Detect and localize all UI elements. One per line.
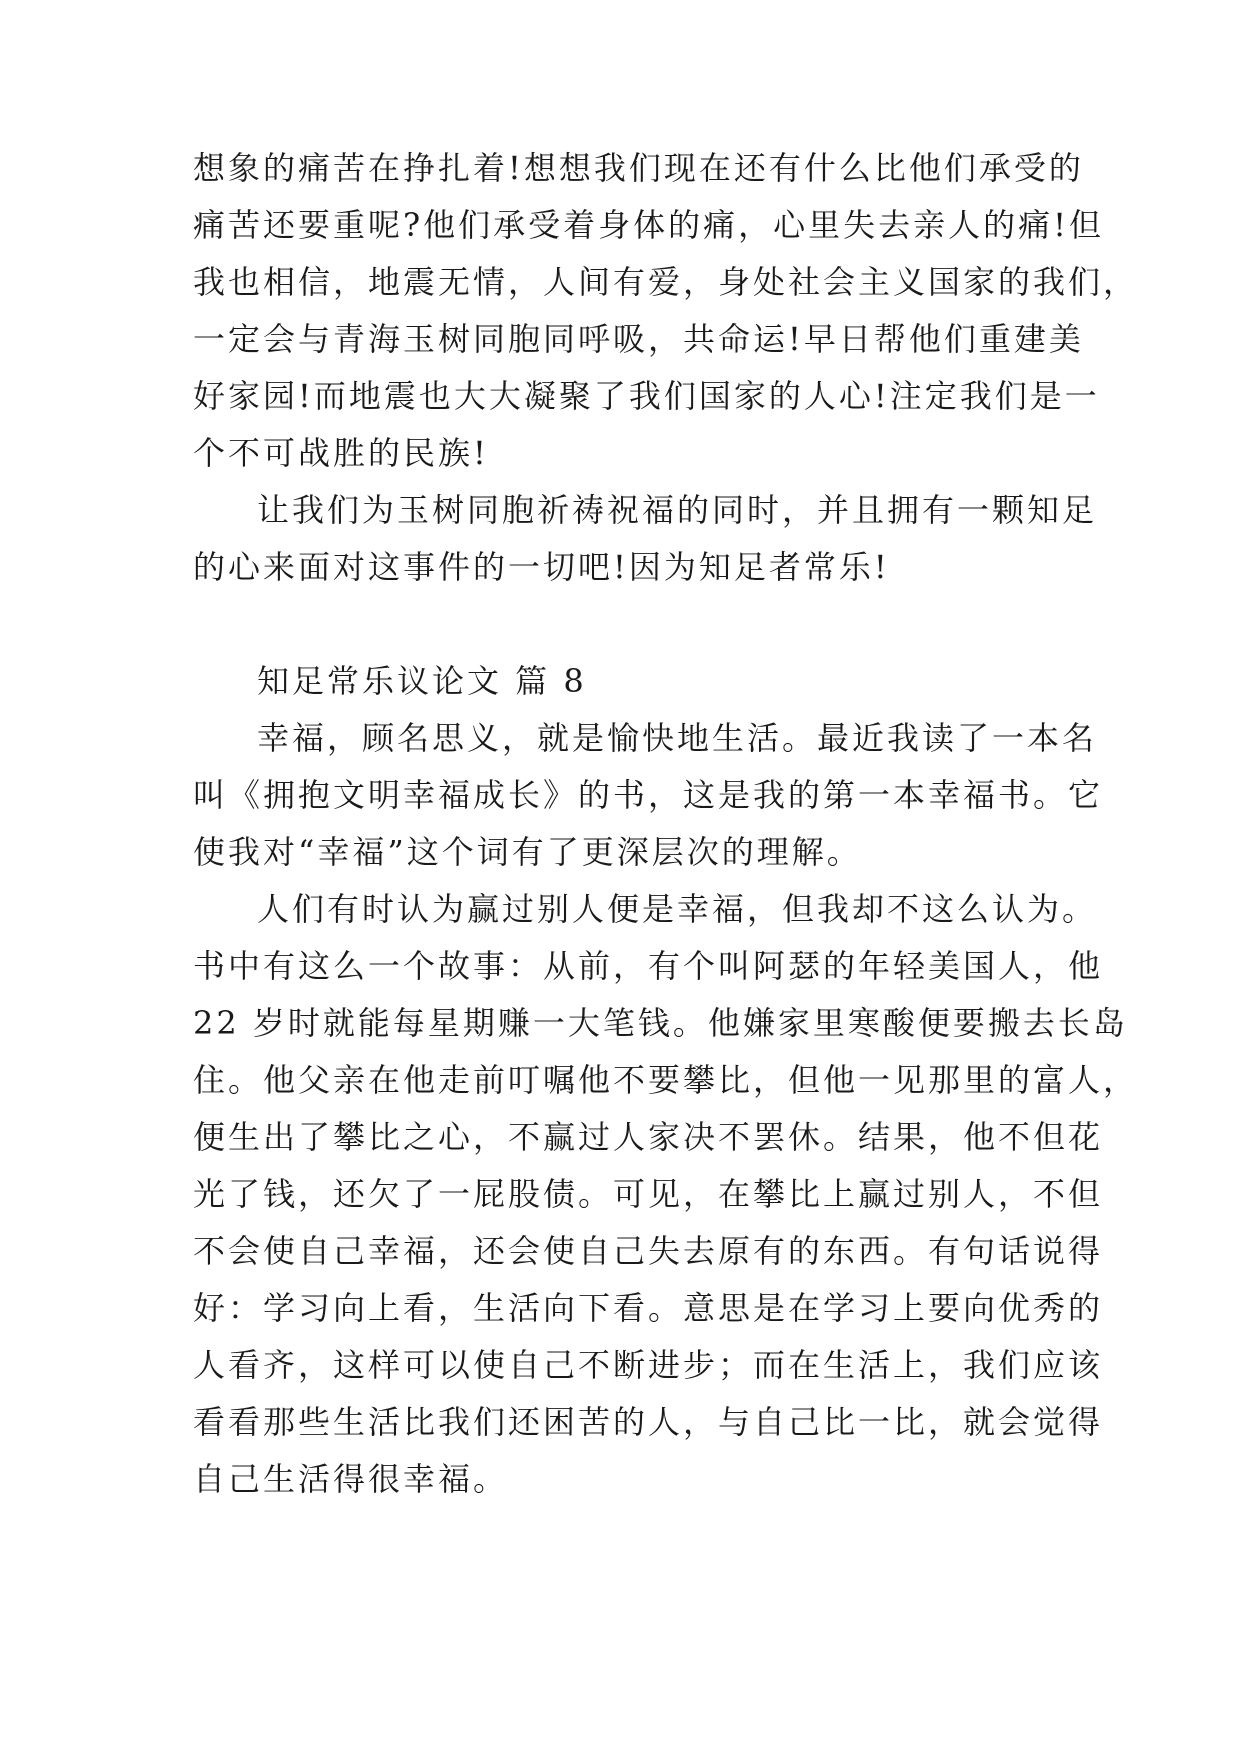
text-line: 光了钱，还欠了一屁股债。可见，在攀比上赢过别人，不但: [193, 1175, 1104, 1213]
text-line: 的心来面对这事件的一切吧!因为知足者常乐!: [193, 548, 890, 586]
text-line: 个不可战胜的民族!: [193, 434, 489, 472]
text-line: 想象的痛苦在挣扎着!想想我们现在还有什么比他们承受的: [193, 149, 1084, 187]
text-line: 一定会与青海玉树同胞同呼吸，共命运!早日帮他们重建美: [193, 320, 1084, 358]
text-line: 便生出了攀比之心，不赢过人家决不罢休。结果，他不但花: [193, 1118, 1104, 1156]
text-line: 好家园!而地震也大大凝聚了我们国家的人心!注定我们是一: [193, 377, 1100, 415]
text-line: 使我对“幸福”这个词有了更深层次的理解。: [193, 833, 862, 871]
section-heading: 知足常乐议论文 篇 8: [257, 662, 587, 700]
text-line: 住。他父亲在他走前叮嘱他不要攀比，但他一见那里的富人，: [193, 1061, 1139, 1099]
text-line: 让我们为玉树同胞祈祷祝福的同时，并且拥有一颗知足: [257, 491, 1098, 529]
text-line: 22 岁时就能每星期赚一大笔钱。他嫌家里寒酸便要搬去长岛: [193, 1004, 1128, 1042]
text-line: 看看那些生活比我们还困苦的人，与自己比一比，就会觉得: [193, 1403, 1104, 1441]
text-line: 叫《拥抱文明幸福成长》的书，这是我的第一本幸福书。它: [193, 776, 1104, 814]
text-line: 自己生活得很幸福。: [193, 1460, 509, 1498]
text-line: 我也相信，地震无情，人间有爱，身处社会主义国家的我们，: [193, 263, 1139, 301]
text-line: 痛苦还要重呢?他们承受着身体的痛，心里失去亲人的痛!但: [193, 206, 1105, 244]
text-line: 幸福，顾名思义，就是愉快地生活。最近我读了一本名: [257, 719, 1098, 757]
text-line: 人看齐，这样可以使自己不断进步；而在生活上，我们应该: [193, 1346, 1104, 1384]
text-line: 人们有时认为赢过别人便是幸福，但我却不这么认为。: [257, 890, 1098, 928]
text-line: 好：学习向上看，生活向下看。意思是在学习上要向优秀的: [193, 1289, 1104, 1327]
text-line: 书中有这么一个故事：从前，有个叫阿瑟的年轻美国人，他: [193, 947, 1104, 985]
text-line: 不会使自己幸福，还会使自己失去原有的东西。有句话说得: [193, 1232, 1104, 1270]
